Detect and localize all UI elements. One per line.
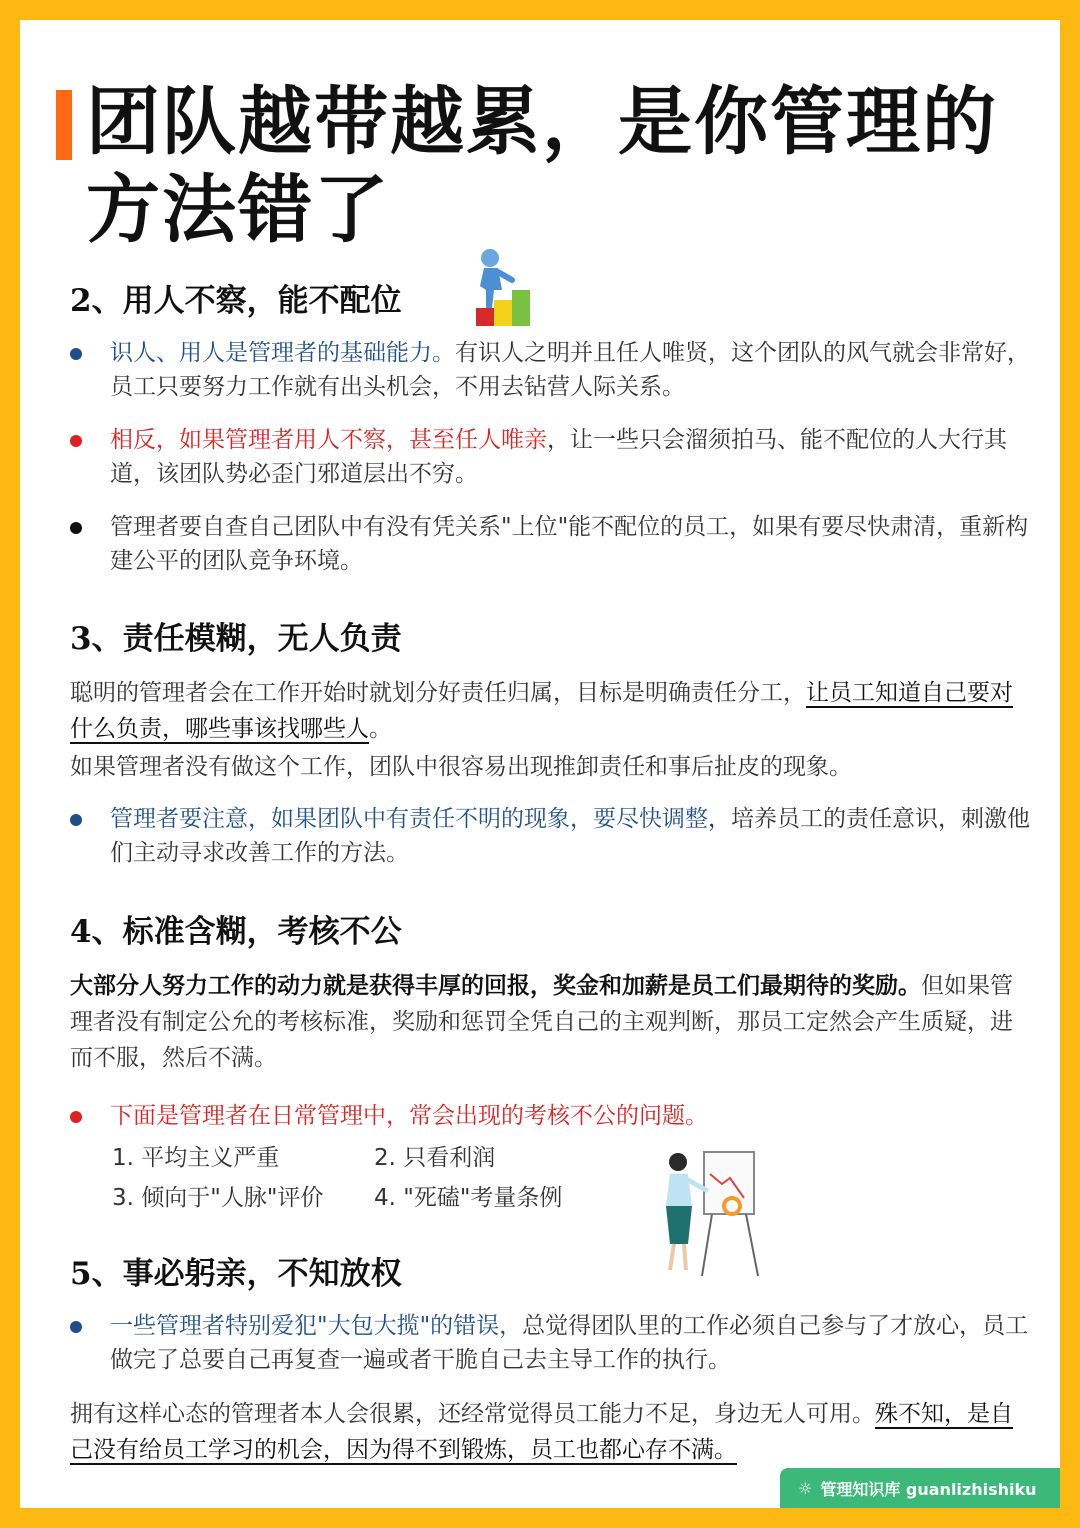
- s5-paragraph-1: [70, 1396, 1020, 1468]
- s4-item-2: 2. 只看利润: [374, 1145, 496, 1171]
- s3-p1-text: 聪明的管理者会在工作开始时就划分好责任归属，目标是明确责任分工，: [70, 680, 806, 706]
- s3-paragraph-1: [70, 675, 1020, 747]
- s2-b1-highlight: 识人、用人是管理者的基础能力。: [110, 340, 455, 366]
- s5-bullet-1: [70, 1309, 1030, 1379]
- section-4-heading: 4、标准含糊，考核不公: [70, 914, 402, 950]
- bullet-dot: [70, 522, 82, 534]
- s5-p1-underlined: 殊不知，是自己没有给员工学习的机会，因为得不到锻炼，员工也都心存不满。: [70, 1401, 1013, 1463]
- s2-b3-text: 管理者要自查自己团队中有没有凭关系"上位"能不配位的员工，如果有要尽快肃清，重新构建公平的团队竞争环境。: [110, 514, 1029, 574]
- s3-p1-underlined: 让员工知道自己要对什么负责，哪些事该找哪些人: [70, 680, 1013, 742]
- section-5-heading: 5、事必躬亲，不知放权: [70, 1256, 402, 1292]
- s4-item-3: 3. 倾向于"人脉"评价: [112, 1185, 324, 1211]
- bullet-dot: [70, 814, 82, 826]
- s4-b1-text: 下面是管理者在日常管理中，常会出现的考核不公的问题。: [110, 1103, 708, 1129]
- s5-b1-text: 总觉得团队里的工作必须自己参与了才放心，员工做完了总要自己再复查一遍或者干脆自己去主导工作的执行。: [110, 1313, 1029, 1373]
- bullet-dot: [70, 348, 82, 360]
- s2-bullet-2: [70, 423, 1030, 493]
- s4-paragraph-1: [70, 968, 1020, 1076]
- s2-bullet-1: [70, 336, 1030, 406]
- lightbulb-icon: ☼: [798, 1478, 813, 1498]
- bullet-dot: [70, 1111, 82, 1123]
- presenter-illustration: [648, 1144, 768, 1284]
- s3-paragraph-2: 如果管理者没有做这个工作，团队中很容易出现推卸责任和事后扯皮的现象。: [70, 754, 852, 780]
- title-accent-bar: [56, 90, 72, 160]
- s4-bullet-1: [70, 1099, 1030, 1135]
- bullet-dot: [70, 1321, 82, 1333]
- section-3-heading: 3、责任模糊，无人负责: [70, 621, 402, 657]
- watermark-badge: [780, 1468, 1060, 1508]
- watermark-text: 管理知识库 guanlizhishiku: [820, 1479, 1037, 1499]
- s3-b1-highlight: 管理者要注意，如果团队中有责任不明的现象，要尽快调整: [110, 806, 708, 832]
- page: [20, 20, 1060, 1508]
- s4-p1-bold: 大部分人努力工作的动力就是获得丰厚的回报，奖金和加薪是员工们最期待的奖励。: [70, 973, 921, 999]
- section-2-heading: 2、用人不察，能不配位: [70, 283, 402, 319]
- s3-b1-text: ，培养员工的责任意识，刺激他们主动寻求改善工作的方法。: [110, 806, 1030, 866]
- s3-bullet-1: [70, 802, 1030, 872]
- s4-item-4: 4. "死磕"考量条例: [374, 1185, 563, 1211]
- s4-p1-text: 但如果管理者没有制定公允的考核标准，奖励和惩罚全凭自己的主观判断，那员工定然会产生质疑，进而不服，然后不满。: [70, 973, 1013, 1071]
- s2-b2-highlight: 相反，如果管理者用人不察，甚至任人唯亲: [110, 427, 547, 453]
- s5-b1-highlight: 一些管理者特别爱犯"大包大揽"的错误，: [110, 1313, 523, 1339]
- s2-bullet-3: [70, 510, 1030, 580]
- page-title: 团队越带越累，是你管理的方法错了: [86, 79, 998, 253]
- s2-b2-text: ，让一些只会溜须拍马、能不配位的人大行其道，该团队势必歪门邪道层出不穷。: [110, 427, 1007, 487]
- s2-b1-text: 有识人之明并且任人唯贤，这个团队的风气就会非常好，员工只要努力工作就有出头机会，不用去钻营人际关系。: [110, 340, 1030, 400]
- s5-p1-text: 拥有这样心态的管理者本人会很累，还经常觉得员工能力不足，身边无人可用。: [70, 1401, 875, 1427]
- bullet-dot: [70, 435, 82, 447]
- climbing-figure-icon: [456, 246, 536, 330]
- s4-item-1: 1. 平均主义严重: [112, 1145, 280, 1171]
- s3-p1-end: 。: [369, 716, 392, 742]
